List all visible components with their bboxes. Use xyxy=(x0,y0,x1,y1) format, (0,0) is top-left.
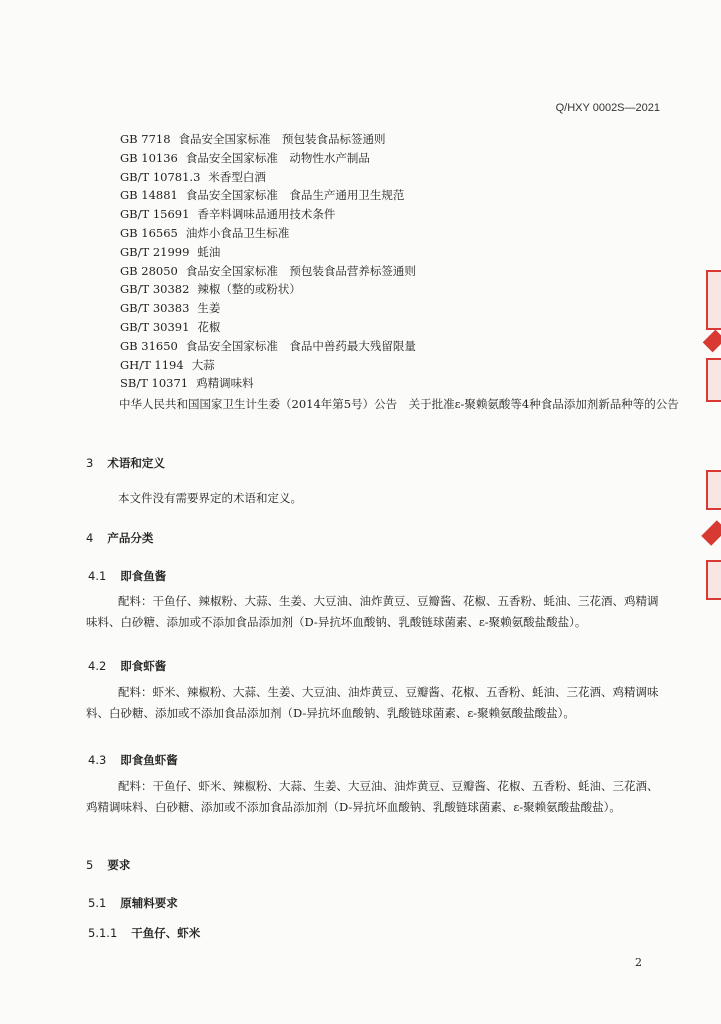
reference-title: 花椒 xyxy=(197,319,221,334)
reference-item xyxy=(120,299,680,318)
reference-code: GB/T 10781.3 xyxy=(120,169,201,184)
seal-stamp-icon xyxy=(704,270,721,610)
section-4-2-text: 配料：虾米、辣椒粉、大蒜、生姜、大豆油、油炸黄豆、豆瓣酱、花椒、五香粉、蚝油、三花酒、鸡精调味料、白砂糖、添加或不添加食品添加剂（D-异抗坏血酸钠、乳酸链球菌素、ε-聚赖氨酸盐酸盐）。 xyxy=(86,685,659,720)
section-title: 即食虾酱 xyxy=(120,659,167,673)
reference-item xyxy=(120,337,680,356)
reference-code: GB/T 30383 xyxy=(120,301,190,316)
section-title: 即食鱼酱 xyxy=(120,569,167,583)
section-4-heading xyxy=(86,530,153,546)
normative-references-list xyxy=(120,130,680,393)
reference-title: 辣椒（整的或粉状） xyxy=(197,282,301,297)
reference-title: 食品安全国家标准 食品中兽药最大残留限量 xyxy=(185,338,416,353)
section-5-heading xyxy=(86,857,130,873)
reference-item xyxy=(120,149,680,168)
reference-title: 香辛料调味品通用技术条件 xyxy=(197,207,336,222)
reference-title: 食品安全国家标准 预包装食品营养标签通则 xyxy=(185,263,416,278)
reference-code: GB/T 30382 xyxy=(120,282,190,297)
reference-item xyxy=(120,356,680,375)
reference-title: 鸡精调味料 xyxy=(196,376,254,391)
reference-item xyxy=(120,130,680,149)
page-number: 2 xyxy=(635,956,642,969)
section-3-heading xyxy=(86,455,165,471)
section-4-1-heading xyxy=(88,568,166,584)
section-4-3-text: 配料：干鱼仔、虾米、辣椒粉、大蒜、生姜、大豆油、油炸黄豆、豆瓣酱、花椒、五香粉、蚝油、三花酒、鸡精调味料、白砂糖、添加或不添加食品添加剂（D-异抗坏血酸钠、乳酸链球菌素、ε-聚赖氨酸盐酸盐）。 xyxy=(86,779,659,814)
reference-code: GB 10136 xyxy=(120,150,178,165)
section-4-1-text: 配料：干鱼仔、辣椒粉、大蒜、生姜、大豆油、油炸黄豆、豆瓣酱、花椒、五香粉、蚝油、三花酒、鸡精调味料、白砂糖、添加或不添加食品添加剂（D-异抗坏血酸钠、乳酸链球菌素、ε-聚赖氨酸盐酸盐）。 xyxy=(86,594,659,629)
section-title: 原辅料要求 xyxy=(120,896,178,910)
reference-title: 食品安全国家标准 预包装食品标签通则 xyxy=(178,132,386,146)
section-number: 5.1 xyxy=(88,896,107,910)
section-number: 3 xyxy=(86,456,94,470)
section-number: 4.1 xyxy=(88,569,107,583)
reference-title: 食品安全国家标准 食品生产通用卫生规范 xyxy=(185,188,405,203)
reference-code: SB/T 10371 xyxy=(120,376,189,391)
section-title: 干鱼仔、虾米 xyxy=(131,926,201,940)
reference-title: 生姜 xyxy=(197,301,221,316)
reference-item xyxy=(120,318,680,337)
reference-title: 蚝油 xyxy=(197,244,221,259)
section-number: 4.2 xyxy=(88,659,107,673)
reference-item xyxy=(120,224,680,243)
reference-item xyxy=(120,374,680,393)
reference-item xyxy=(120,243,680,262)
reference-item xyxy=(120,186,680,205)
section-4-2-heading xyxy=(88,658,166,674)
reference-item xyxy=(120,168,680,187)
reference-title: 大蒜 xyxy=(191,357,215,372)
section-number: 5 xyxy=(86,858,94,872)
reference-item xyxy=(120,280,680,299)
reference-code: GB/T 21999 xyxy=(120,244,190,259)
reference-item xyxy=(120,205,680,224)
reference-code: GB 28050 xyxy=(120,263,178,278)
reference-code: GB/T 15691 xyxy=(120,207,190,222)
reference-title: 油炸小食品卫生标准 xyxy=(185,225,290,240)
reference-item xyxy=(120,262,680,281)
section-4-3-heading xyxy=(88,752,178,768)
section-title: 即食鱼虾酱 xyxy=(120,753,178,767)
section-number: 4 xyxy=(86,531,94,545)
reference-code: GB 14881 xyxy=(120,188,178,203)
reference-code: GH/T 1194 xyxy=(120,357,184,372)
reference-code: GB/T 30391 xyxy=(120,319,190,334)
section-3-text: 本文件没有需要界定的术语和定义。 xyxy=(118,491,302,505)
section-number: 5.1.1 xyxy=(88,926,118,940)
reference-code: GB 31650 xyxy=(120,338,178,353)
reference-title: 米香型白酒 xyxy=(208,169,266,184)
section-5-1-1-heading xyxy=(88,925,200,941)
section-title: 术语和定义 xyxy=(107,456,165,470)
reference-title: 食品安全国家标准 动物性水产制品 xyxy=(185,150,370,165)
reference-code: GB 16565 xyxy=(120,225,178,240)
section-title: 要求 xyxy=(107,858,131,872)
section-number: 4.3 xyxy=(88,753,107,767)
document-code: Q/HXY 0002S—2021 xyxy=(555,102,660,114)
announcement-reference: 中华人民共和国国家卫生计生委（2014年第5号）公告 关于批准ε-聚赖氨酸等4种食品添加剂新品种等的公告 xyxy=(119,397,679,411)
section-5-1-heading xyxy=(88,895,178,911)
section-title: 产品分类 xyxy=(107,531,154,545)
reference-code: GB 7718 xyxy=(120,132,171,146)
